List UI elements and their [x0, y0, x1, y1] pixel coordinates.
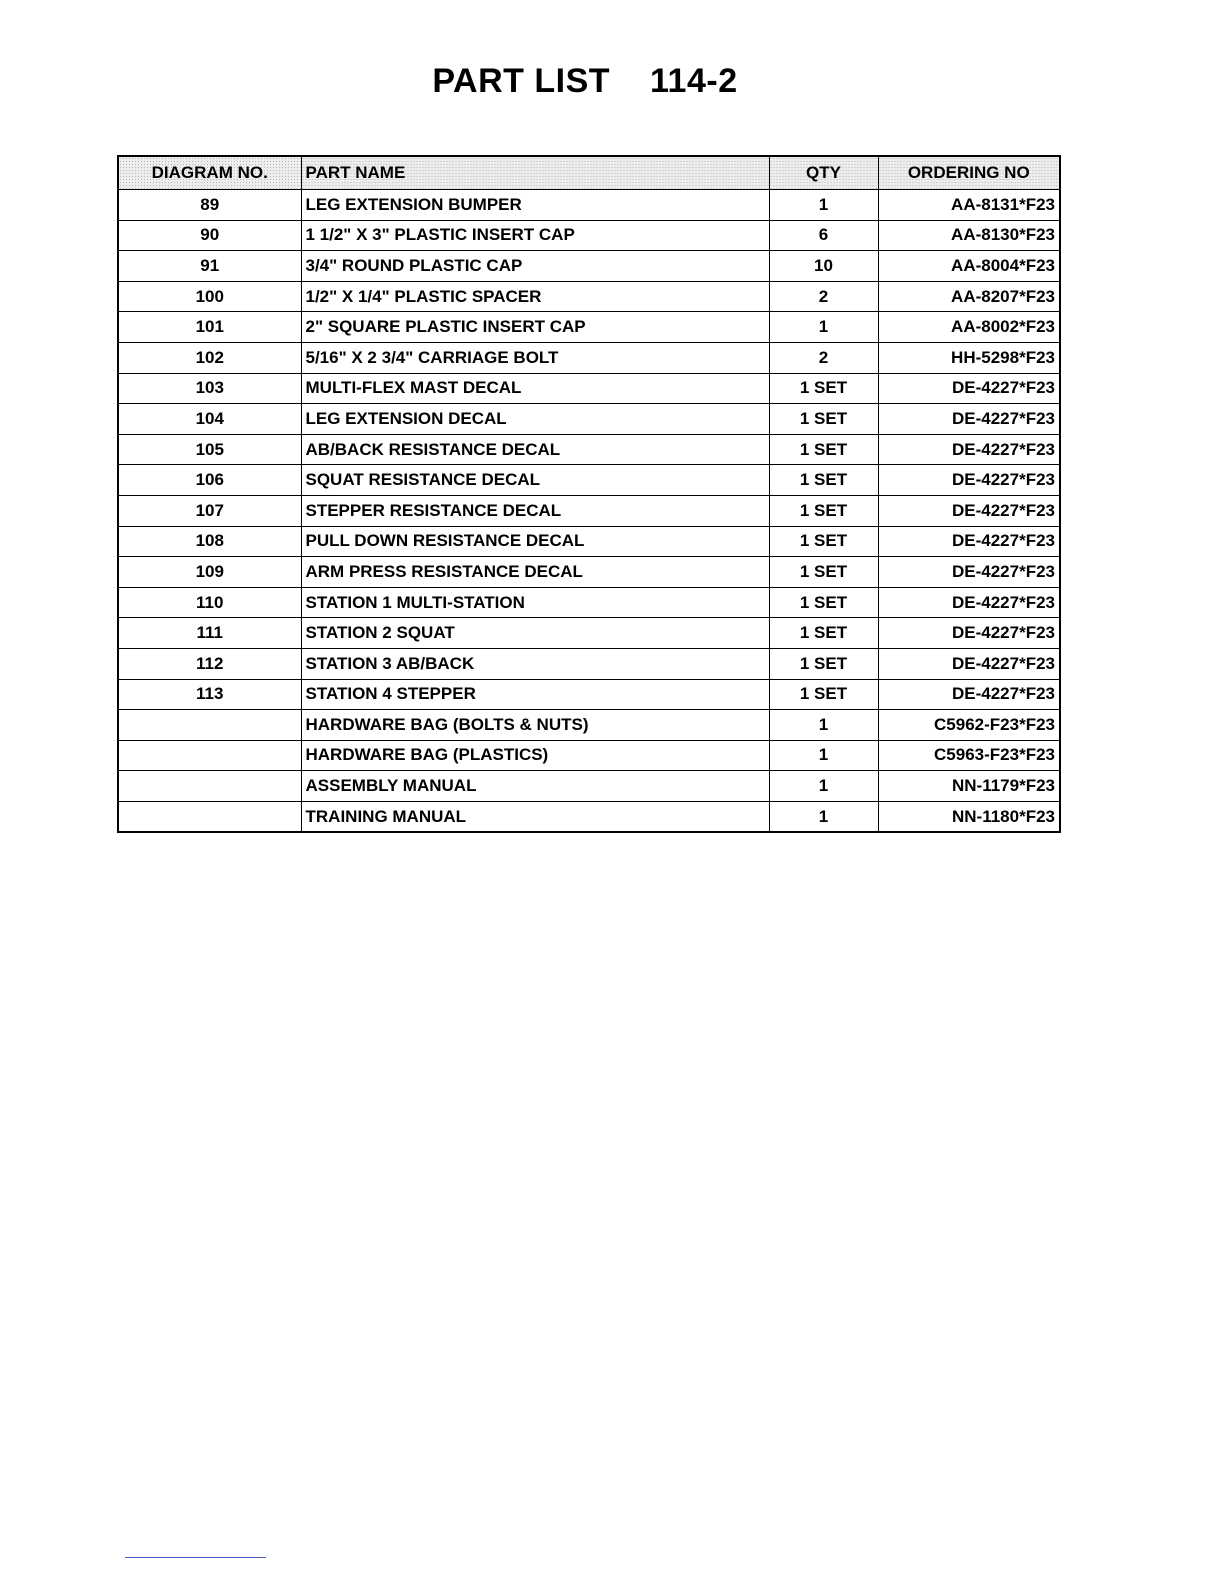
- ordering-no-cell: DE-4227*F23: [878, 526, 1060, 557]
- diagram-no-cell: 103: [118, 373, 301, 404]
- ordering-no-cell: DE-4227*F23: [878, 587, 1060, 618]
- table-row: [118, 220, 1060, 251]
- table-row: [118, 679, 1060, 710]
- diagram-no-cell: [118, 710, 301, 741]
- part-name-cell: AB/BACK RESISTANCE DECAL: [301, 434, 769, 465]
- footer-rule: [125, 1557, 266, 1558]
- table-row: [118, 465, 1060, 496]
- page-title: [0, 62, 1170, 101]
- qty-cell: 1: [769, 312, 878, 343]
- header-ordering-no: ORDERING NO: [878, 156, 1060, 190]
- qty-cell: 1 SET: [769, 587, 878, 618]
- table-body: [118, 190, 1060, 833]
- ordering-no-cell: DE-4227*F23: [878, 373, 1060, 404]
- qty-cell: 1 SET: [769, 679, 878, 710]
- part-name-cell: STATION 1 MULTI-STATION: [301, 587, 769, 618]
- part-name-cell: 2" SQUARE PLASTIC INSERT CAP: [301, 312, 769, 343]
- qty-cell: 1 SET: [769, 618, 878, 649]
- ordering-no-cell: HH-5298*F23: [878, 342, 1060, 373]
- ordering-no-cell: AA-8130*F23: [878, 220, 1060, 251]
- diagram-no-cell: 102: [118, 342, 301, 373]
- ordering-no-cell: DE-4227*F23: [878, 465, 1060, 496]
- part-name-cell: 3/4" ROUND PLASTIC CAP: [301, 251, 769, 282]
- part-name-cell: ARM PRESS RESISTANCE DECAL: [301, 557, 769, 588]
- table-row: [118, 526, 1060, 557]
- table-row: [118, 801, 1060, 832]
- ordering-no-cell: DE-4227*F23: [878, 495, 1060, 526]
- diagram-no-cell: 91: [118, 251, 301, 282]
- table-row: [118, 618, 1060, 649]
- part-name-cell: ASSEMBLY MANUAL: [301, 771, 769, 802]
- table-row: [118, 434, 1060, 465]
- diagram-no-cell: 100: [118, 281, 301, 312]
- qty-cell: 1: [769, 710, 878, 741]
- part-list-number: 114-2: [650, 62, 738, 100]
- part-name-cell: STATION 2 SQUAT: [301, 618, 769, 649]
- ordering-no-cell: C5962-F23*F23: [878, 710, 1060, 741]
- qty-cell: 1 SET: [769, 373, 878, 404]
- qty-cell: 10: [769, 251, 878, 282]
- table-row: [118, 251, 1060, 282]
- table-row: [118, 373, 1060, 404]
- diagram-no-cell: 111: [118, 618, 301, 649]
- ordering-no-cell: NN-1179*F23: [878, 771, 1060, 802]
- ordering-no-cell: DE-4227*F23: [878, 434, 1060, 465]
- header-diagram-no: DIAGRAM NO.: [118, 156, 301, 190]
- part-name-cell: PULL DOWN RESISTANCE DECAL: [301, 526, 769, 557]
- qty-cell: 1 SET: [769, 404, 878, 435]
- part-name-cell: LEG EXTENSION BUMPER: [301, 190, 769, 221]
- part-name-cell: TRAINING MANUAL: [301, 801, 769, 832]
- qty-cell: 1: [769, 801, 878, 832]
- ordering-no-cell: C5963-F23*F23: [878, 740, 1060, 771]
- table-row: [118, 342, 1060, 373]
- diagram-no-cell: 89: [118, 190, 301, 221]
- ordering-no-cell: DE-4227*F23: [878, 618, 1060, 649]
- part-name-cell: 1 1/2" X 3" PLASTIC INSERT CAP: [301, 220, 769, 251]
- table-row: [118, 648, 1060, 679]
- ordering-no-cell: AA-8207*F23: [878, 281, 1060, 312]
- table-row: [118, 495, 1060, 526]
- table-row: [118, 190, 1060, 221]
- part-name-cell: HARDWARE BAG (PLASTICS): [301, 740, 769, 771]
- table-row: [118, 404, 1060, 435]
- qty-cell: 1 SET: [769, 465, 878, 496]
- table-row: [118, 281, 1060, 312]
- diagram-no-cell: 109: [118, 557, 301, 588]
- diagram-no-cell: 101: [118, 312, 301, 343]
- part-name-cell: SQUAT RESISTANCE DECAL: [301, 465, 769, 496]
- table-header: [118, 156, 1060, 190]
- part-name-cell: LEG EXTENSION DECAL: [301, 404, 769, 435]
- table-row: [118, 312, 1060, 343]
- diagram-no-cell: 105: [118, 434, 301, 465]
- ordering-no-cell: AA-8002*F23: [878, 312, 1060, 343]
- page-title-text: PART LIST: [432, 62, 611, 100]
- qty-cell: 2: [769, 281, 878, 312]
- diagram-no-cell: 107: [118, 495, 301, 526]
- header-part-name: PART NAME: [301, 156, 769, 190]
- table-row: [118, 740, 1060, 771]
- diagram-no-cell: 113: [118, 679, 301, 710]
- qty-cell: 1 SET: [769, 557, 878, 588]
- qty-cell: 1: [769, 771, 878, 802]
- table-row: [118, 557, 1060, 588]
- qty-cell: 1 SET: [769, 526, 878, 557]
- diagram-no-cell: 110: [118, 587, 301, 618]
- qty-cell: 1: [769, 190, 878, 221]
- qty-cell: 1 SET: [769, 648, 878, 679]
- part-name-cell: STATION 4 STEPPER: [301, 679, 769, 710]
- diagram-no-cell: 104: [118, 404, 301, 435]
- part-name-cell: STATION 3 AB/BACK: [301, 648, 769, 679]
- part-name-cell: HARDWARE BAG (BOLTS & NUTS): [301, 710, 769, 741]
- ordering-no-cell: AA-8131*F23: [878, 190, 1060, 221]
- diagram-no-cell: [118, 740, 301, 771]
- diagram-no-cell: [118, 771, 301, 802]
- ordering-no-cell: DE-4227*F23: [878, 648, 1060, 679]
- part-list-table: [117, 155, 1061, 833]
- diagram-no-cell: [118, 801, 301, 832]
- qty-cell: 1 SET: [769, 434, 878, 465]
- diagram-no-cell: 106: [118, 465, 301, 496]
- qty-cell: 6: [769, 220, 878, 251]
- ordering-no-cell: AA-8004*F23: [878, 251, 1060, 282]
- table-row: [118, 771, 1060, 802]
- table-row: [118, 587, 1060, 618]
- qty-cell: 2: [769, 342, 878, 373]
- qty-cell: 1: [769, 740, 878, 771]
- diagram-no-cell: 108: [118, 526, 301, 557]
- part-name-cell: 5/16" X 2 3/4" CARRIAGE BOLT: [301, 342, 769, 373]
- table-row: [118, 710, 1060, 741]
- part-name-cell: 1/2" X 1/4" PLASTIC SPACER: [301, 281, 769, 312]
- ordering-no-cell: DE-4227*F23: [878, 404, 1060, 435]
- ordering-no-cell: DE-4227*F23: [878, 679, 1060, 710]
- diagram-no-cell: 112: [118, 648, 301, 679]
- header-qty: QTY: [769, 156, 878, 190]
- header-row: [118, 156, 1060, 190]
- part-name-cell: STEPPER RESISTANCE DECAL: [301, 495, 769, 526]
- part-name-cell: MULTI-FLEX MAST DECAL: [301, 373, 769, 404]
- ordering-no-cell: DE-4227*F23: [878, 557, 1060, 588]
- ordering-no-cell: NN-1180*F23: [878, 801, 1060, 832]
- qty-cell: 1 SET: [769, 495, 878, 526]
- diagram-no-cell: 90: [118, 220, 301, 251]
